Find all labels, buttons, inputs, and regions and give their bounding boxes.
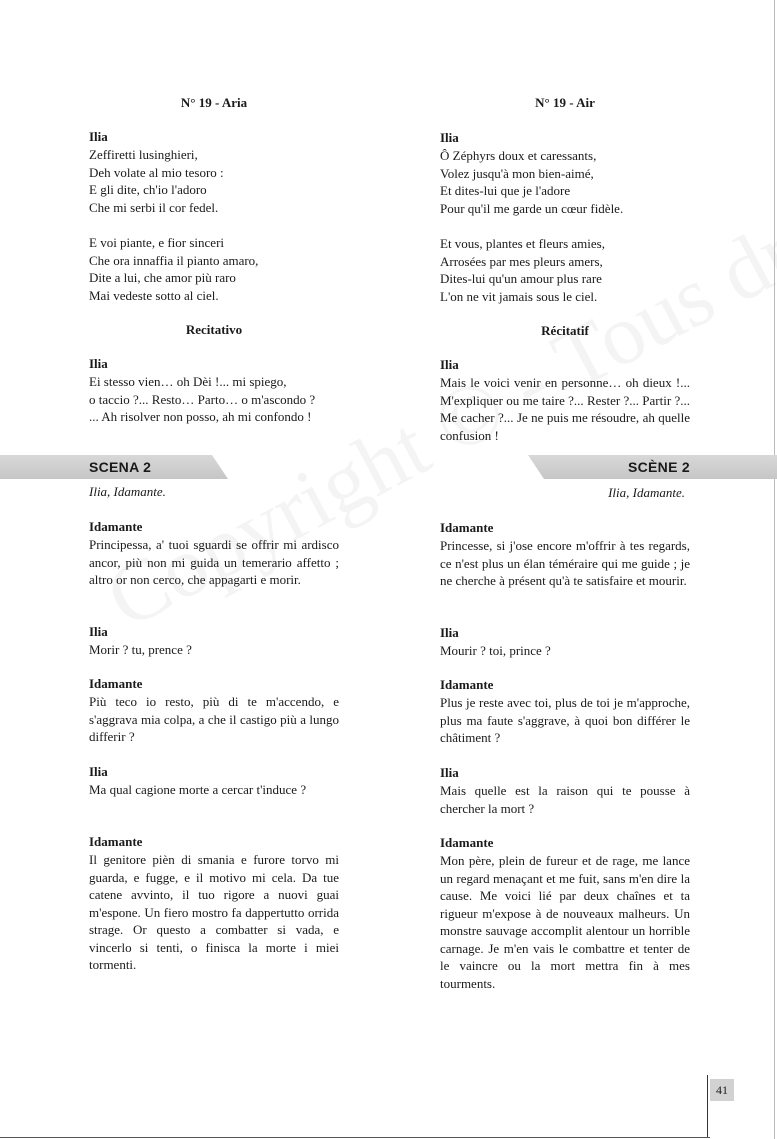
dialogue-text: Più teco io resto, più di te m'accendo, e s'aggrava mia colpa, a che il castigo più a lungo differir ?	[89, 694, 339, 744]
verse-line: E gli dite, ch'io l'adoro	[89, 182, 207, 197]
dialogue-text: Mourir ? toi, prince ?	[440, 643, 551, 658]
speaker-label: Ilia	[89, 129, 108, 144]
dialogue-text: Mon père, plein de fureur et de rage, me lance un regard menaçant et me fuit, sans m'en dire la cause. Me voici lié par deux chaînes et ta rigueur m'expose à de nouveaux malheurs. Un monstre sauvage accomplit alentour un horrible carnage. Je m'en vais le combattre et tenter de le vaincre ou la mort mettra fin à mes tourments.	[440, 853, 690, 991]
verse-line: E voi piante, e fior sinceri	[89, 235, 225, 250]
verse-line: Deh volate al mio tesoro :	[89, 164, 224, 180]
verse-line: o taccio ?... Resto… Parto… o m'ascondo ?	[89, 391, 316, 407]
speaker-label: Ilia	[89, 624, 108, 639]
scene-characters: Ilia, Idamante.	[89, 484, 166, 499]
aria-stanza-1	[89, 146, 339, 216]
verse-line: L'on ne vit jamais sous le ciel.	[440, 288, 598, 304]
speaker-label: Ilia	[440, 765, 459, 780]
dialogue-text: Mais quelle est la raison qui te pousse à chercher la mort ?	[440, 783, 690, 816]
recitative-title: Recitativo	[185, 322, 243, 337]
scene-title-italian: SCENA 2	[89, 459, 152, 475]
recitative-text	[89, 373, 339, 426]
page-number: 41	[710, 1079, 734, 1101]
speaker-label: Ilia	[89, 764, 108, 779]
page-edge	[774, 0, 775, 1139]
speaker-label: Idamante	[440, 677, 494, 692]
verse-line: Et vous, plantes et fleurs amies,	[440, 236, 605, 251]
aria-stanza-2	[89, 234, 339, 304]
speaker-label: Idamante	[89, 676, 143, 691]
verse-line: Dite a lui, che amor più raro	[89, 270, 236, 285]
dialogue-text: Il genitore pièn di smania e furore torvo mi guarda, e fugge, e il motivo mi cela. Da tue catene avvinto, il tuo rigore a nuovi guai m'espone. Un fiero mostro fa dappertutto orrida strage. Or questo a combatter si vada, e vincerlo si tenti, o finisca la morte i miei tormenti.	[89, 852, 339, 972]
aria-stanza-1	[440, 147, 690, 217]
recitative-title: Récitatif	[541, 323, 589, 338]
dialogue-text: Princesse, si j'ose encore m'offrir à tes regards, ce n'est plus un élan téméraire qui me guide ; je ne cherche à présent qu'à te satisfaire et mourir.	[440, 538, 690, 588]
recitative-text: Mais le voici venir en personne… oh dieux !... M'expliquer ou me taire ?... Rester ?... Partir ?... Me cacher ?... Je ne puis me résoudre, ah quelle confusion !	[440, 375, 690, 443]
speaker-label: Ilia	[89, 356, 108, 371]
footer-vertical-rule	[707, 1075, 708, 1137]
speaker-label: Ilia	[440, 357, 459, 372]
dialogue-text: Ma qual cagione morte a cercar t'induce ?	[89, 782, 307, 797]
speaker-label: Idamante	[440, 520, 494, 535]
verse-line: Pour qu'il me garde un cœur fidèle.	[440, 200, 624, 216]
dialogue-text: Morir ? tu, prence ?	[89, 642, 192, 657]
verse-line: Dites-lui qu'un amour plus rare	[440, 271, 602, 286]
speaker-label: Idamante	[89, 519, 143, 534]
verse-line: Che ora innaffia il pianto amaro,	[89, 252, 259, 268]
scene-title-french: SCÈNE 2	[628, 459, 691, 475]
verse-line: Et dites-lui que je l'adore	[440, 183, 571, 198]
verse-line: ... Ah risolver non posso, ah mi confondo !	[89, 409, 312, 424]
speaker-label: Ilia	[440, 130, 459, 145]
verse-line: Zeffiretti lusinghieri,	[89, 147, 198, 162]
verse-line: Volez jusqu'à mon bien-aimé,	[440, 165, 594, 181]
scene-characters: Ilia, Idamante.	[608, 485, 685, 500]
footer-horizontal-rule	[0, 1137, 710, 1138]
aria-stanza-2	[440, 235, 690, 305]
verse-line: Arrosées par mes pleurs amers,	[440, 253, 603, 269]
dialogue-text: Principessa, a' tuoi sguardi se offrir mi ardisco ancor, più non mi guida un temerario affetto ; altro or non cerco, che appagarti e morir.	[89, 537, 339, 587]
speaker-label: Idamante	[440, 835, 494, 850]
verse-line: Che mi serbi il cor fedel.	[89, 199, 219, 215]
speaker-label: Idamante	[89, 834, 143, 849]
speaker-label: Ilia	[440, 625, 459, 640]
aria-title: N° 19 - Air	[535, 95, 595, 110]
verse-line: Ô Zéphyrs doux et caressants,	[440, 148, 597, 163]
verse-line: Mai vedeste sotto al ciel.	[89, 287, 219, 303]
verse-line: Ei stesso vien… oh Dèi !... mi spiego,	[89, 374, 287, 389]
dialogue-text: Plus je reste avec toi, plus de toi je m'approche, plus ma faute s'aggrave, à quoi bon différer le châtiment ?	[440, 695, 690, 745]
aria-title: N° 19 - Aria	[180, 95, 248, 110]
